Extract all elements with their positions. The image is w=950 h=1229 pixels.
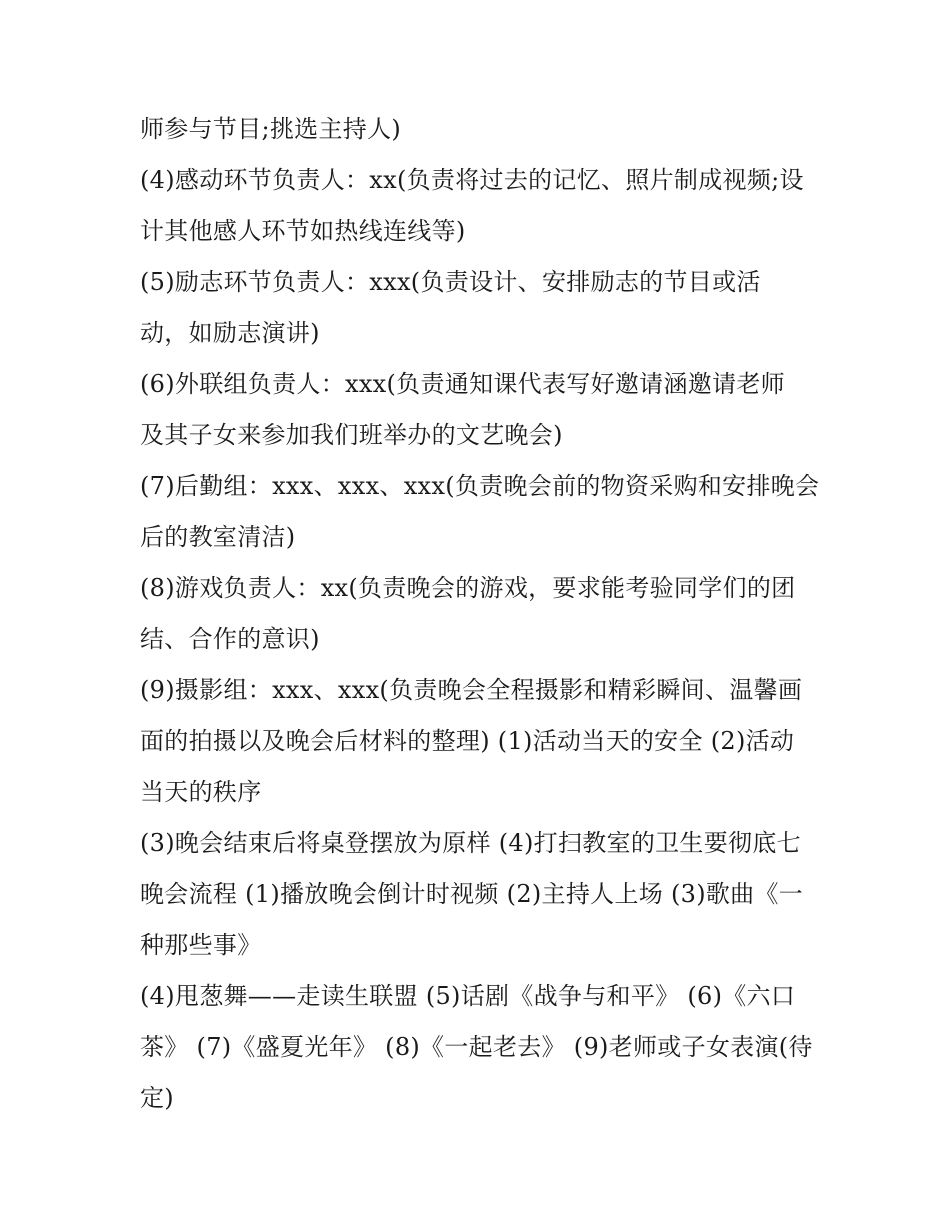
text-line: 当天的秩序 (140, 778, 262, 806)
text-line: (3)晚会结束后将桌登摆放为原样 (4)打扫教室的卫生要彻底七 (140, 829, 801, 857)
text-line: 定) (140, 1084, 174, 1112)
text-line: (8)游戏负责人：xx(负责晚会的游戏，要求能考验同学们的团 (140, 574, 796, 602)
text-line: (9)摄影组：xxx、xxx(负责晚会全程摄影和精彩瞬间、温馨画 (140, 676, 803, 704)
text-line: 晚会流程 (1)播放晚会倒计时视频 (2)主持人上场 (3)歌曲《一 (140, 880, 804, 908)
text-line: 及其子女来参加我们班举办的文艺晚会) (140, 421, 563, 449)
text-line: 后的教室清洁) (140, 523, 296, 551)
text-line: 师参与节目;挑选主持人) (140, 115, 402, 143)
text-line: (5)励志环节负责人：xxx(负责设计、安排励志的节目或活 (140, 268, 761, 296)
text-line: 结、合作的意识) (140, 625, 320, 653)
text-line: 茶》 (7)《盛夏光年》 (8)《一起老去》 (9)老师或子女表演(待 (140, 1033, 813, 1061)
text-line: 种那些事》 (140, 931, 262, 959)
text-line: 动，如励志演讲) (140, 319, 320, 347)
text-line: 计其他感人环节如热线连线等) (140, 217, 466, 245)
text-line: (6)外联组负责人：xxx(负责通知课代表写好邀请涵邀请老师 (140, 370, 785, 398)
text-line: 面的拍摄以及晚会后材料的整理) (1)活动当天的安全 (2)活动 (140, 727, 795, 755)
text-line: (4)甩葱舞——走读生联盟 (5)话剧《战争与和平》 (6)《六口 (140, 982, 796, 1010)
text-line: (4)感动环节负责人：xx(负责将过去的记忆、照片制成视频;设 (140, 166, 804, 194)
text-line: (7)后勤组：xxx、xxx、xxx(负责晚会前的物资采购和安排晚会 (140, 472, 820, 500)
document-body (140, 104, 820, 1124)
